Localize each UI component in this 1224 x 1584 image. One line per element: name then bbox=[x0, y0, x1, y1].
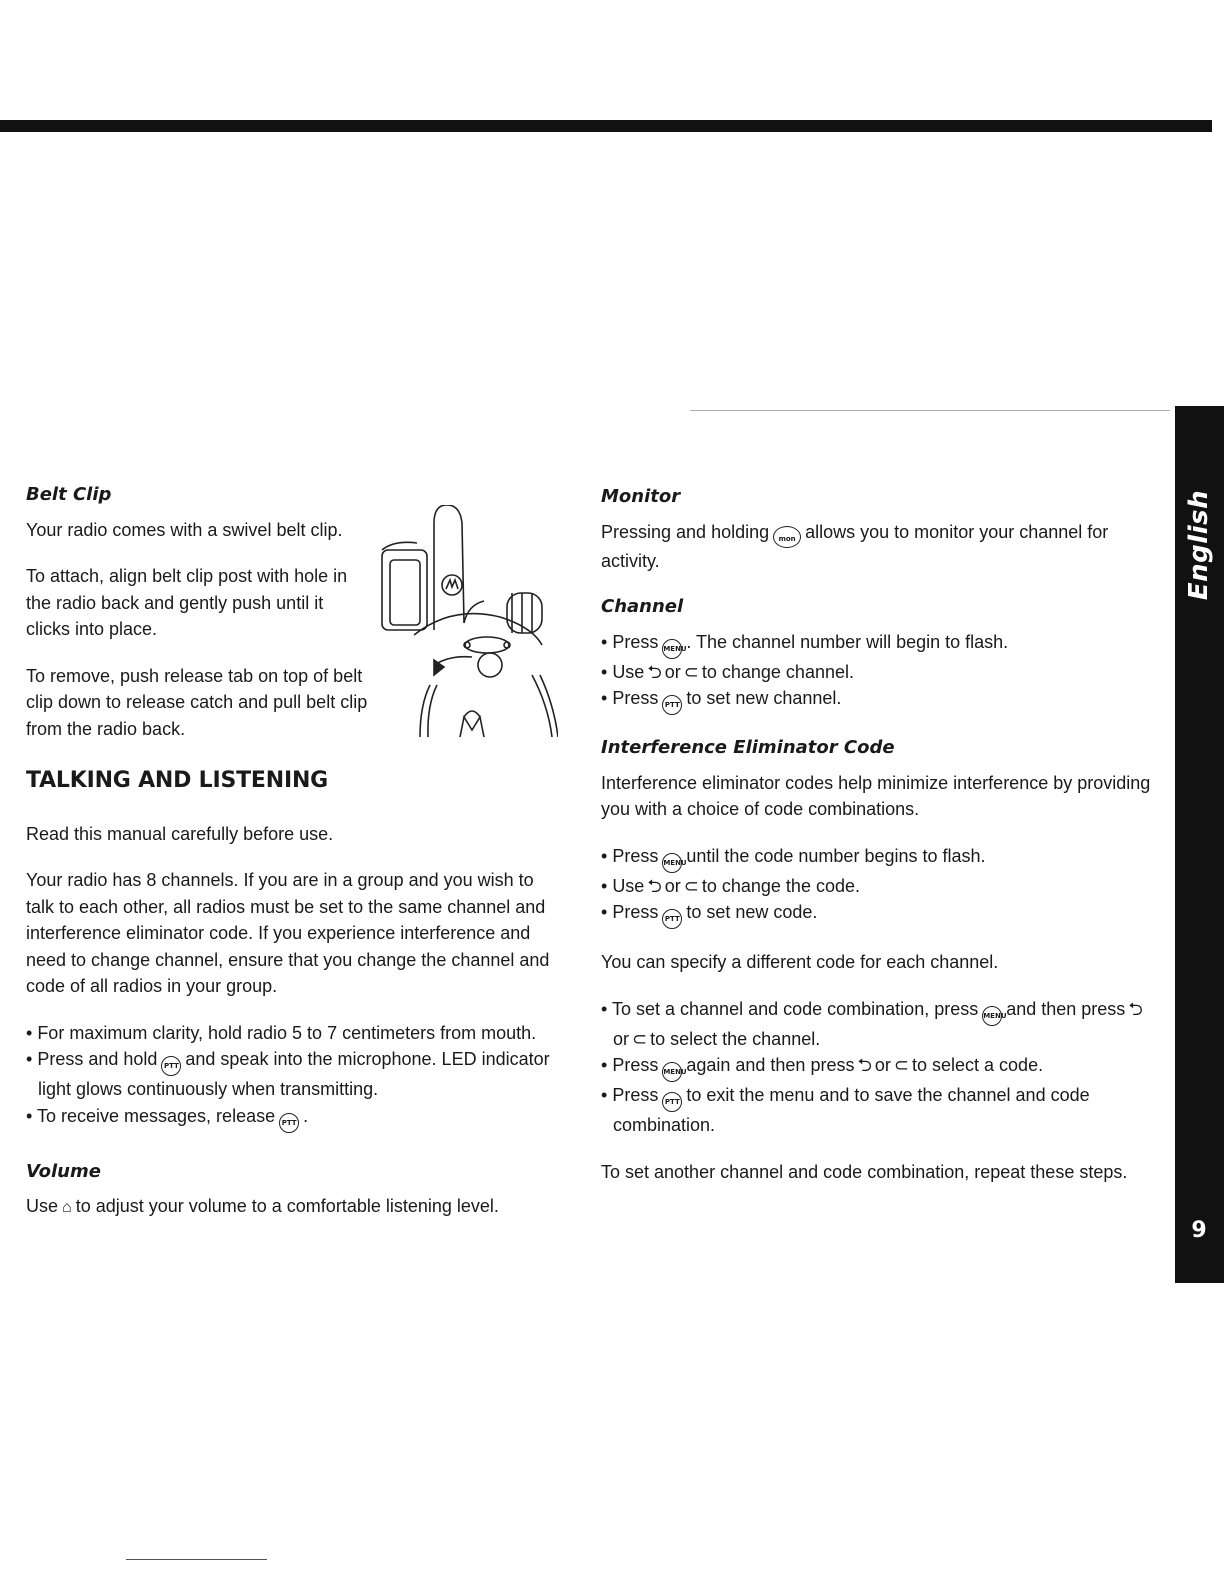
list-item: • Press MENU. The channel number will begin to flash. bbox=[601, 629, 1161, 659]
iec-combo-bullets bbox=[601, 996, 1161, 1139]
ptt-icon: PTT bbox=[279, 1113, 299, 1133]
belt-clip-attach: To attach, align belt clip post with hole in the radio back and gently push until it clicks into place. bbox=[26, 566, 348, 639]
up-arrow-icon: ⮌ bbox=[857, 1055, 872, 1075]
belt-clip-intro: Your radio comes with a swivel belt clip. bbox=[26, 519, 343, 540]
talking-bullets bbox=[26, 1020, 566, 1133]
talking-heading: TALKING AND LISTENING bbox=[26, 768, 329, 793]
list-item: • Press PTT to exit the menu and to save the channel and code combination. bbox=[601, 1082, 1161, 1139]
language-tab bbox=[1176, 489, 1222, 601]
belt-clip-remove: To remove, push release tab on top of belt clip down to release catch and pull belt clip from the radio back. bbox=[26, 665, 368, 739]
volume-heading: Volume bbox=[26, 1160, 101, 1182]
list-item: • Press and hold PTT and speak into the microphone. LED indicator light glows continuously when transmitting. bbox=[26, 1046, 566, 1103]
thin-rule bbox=[690, 410, 1170, 411]
down-arrow-icon: ⊂ bbox=[683, 875, 699, 896]
menu-icon: MENU bbox=[662, 853, 682, 873]
list-item: • Press MENUagain and then press ⮌ or ⊂ to select a code. bbox=[601, 1052, 1161, 1082]
monitor-icon: mon bbox=[773, 526, 801, 548]
down-arrow-icon: ⊂ bbox=[683, 661, 699, 682]
iec-intro: Interference eliminator codes help minimize interference by providing you with a choice of code combinations. bbox=[601, 772, 1151, 819]
volume-text: Use ⌂ to adjust your volume to a comfortable listening level. bbox=[26, 1193, 566, 1222]
list-item: • Press PTT to set new channel. bbox=[601, 685, 1161, 715]
list-item: • Use ⮌ or ⊂ to change the code. bbox=[601, 873, 1161, 900]
top-rule bbox=[0, 120, 1212, 132]
talking-read-manual: Read this manual carefully before use. bbox=[26, 823, 334, 844]
talking-channels-para: Your radio has 8 channels. If you are in a group and you wish to talk to each other, all radios must be set to the same channel and interference eliminator code. If you experience interference and need to change channel, ensure that you change the channel and code of all radios in your group. bbox=[26, 870, 550, 996]
list-item: • Press MENUuntil the code number begins to flash. bbox=[601, 843, 1161, 873]
monitor-heading: Monitor bbox=[601, 486, 681, 507]
list-item: • To receive messages, release PTT . bbox=[26, 1103, 566, 1133]
page-number: 9 bbox=[1191, 1218, 1207, 1243]
channel-bullets bbox=[601, 629, 1161, 716]
language-tab-label: English bbox=[1184, 489, 1215, 601]
iec-repeat: To set another channel and code combination, repeat these steps. bbox=[601, 1161, 1128, 1182]
channel-heading: Channel bbox=[601, 596, 684, 617]
ptt-icon: PTT bbox=[662, 909, 682, 929]
iec-specify: You can specify a different code for each channel. bbox=[601, 952, 999, 972]
bottom-rule bbox=[126, 1559, 267, 1560]
belt-clip-heading: Belt Clip bbox=[26, 484, 112, 505]
list-item: • Press PTT to set new code. bbox=[601, 899, 1161, 929]
belt-clip-illustration bbox=[372, 505, 558, 740]
down-arrow-icon: ⊂ bbox=[893, 1055, 909, 1075]
ptt-icon: PTT bbox=[161, 1056, 181, 1076]
list-item: • Use ⮌ or ⊂ to change channel. bbox=[601, 659, 1161, 686]
iec-bullets bbox=[601, 843, 1161, 930]
up-arrow-icon: ⮌ bbox=[1128, 998, 1143, 1019]
down-arrow-icon: ⊂ bbox=[632, 1028, 648, 1049]
ptt-icon: PTT bbox=[662, 695, 682, 715]
right-column bbox=[601, 484, 1161, 1185]
up-arrow-icon: ⮌ bbox=[647, 661, 662, 682]
ptt-icon: PTT bbox=[662, 1092, 682, 1112]
iec-heading: Interference Eliminator Code bbox=[601, 737, 895, 758]
menu-icon: MENU bbox=[662, 1062, 682, 1082]
up-arrow-icon: ⮌ bbox=[647, 875, 662, 896]
menu-icon: MENU bbox=[982, 1006, 1002, 1026]
menu-icon: MENU bbox=[662, 639, 682, 659]
monitor-text: Pressing and holding mon allows you to monitor your channel for activity. bbox=[601, 521, 1109, 571]
list-item: • For maximum clarity, hold radio 5 to 7 centimeters from mouth. bbox=[26, 1020, 566, 1047]
volume-knob-icon: ⌂ bbox=[62, 1199, 72, 1216]
list-item: • To set a channel and code combination, press MENUand then press ⮌or ⊂ to select the channel. bbox=[601, 996, 1161, 1053]
